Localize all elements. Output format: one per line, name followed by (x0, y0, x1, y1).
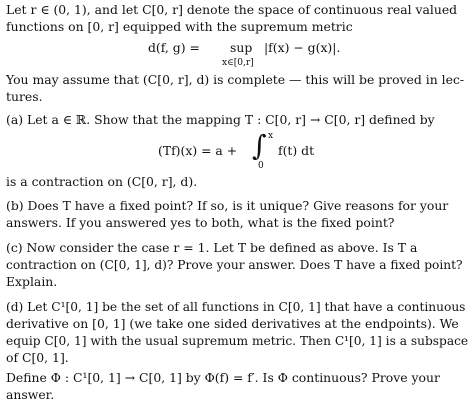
metric-lhs: d(f, g) = (148, 40, 200, 55)
metric-sup: sup (230, 40, 253, 55)
operator-lhs: (Tf)(x) = a + (158, 143, 238, 158)
integral-upper-limit: x (268, 131, 274, 141)
part-b-line-1: (b) Does T have a fixed point? If so, is it unique? Give reasons for your (6, 198, 449, 213)
part-c-line-3: Explain. (6, 274, 58, 289)
part-d-line-1: (d) Let C¹[0, 1] be the set of all functions in C[0, 1] that have a continuous (6, 300, 466, 314)
part-a-line-2: is a contraction on (C[0, r], d). (6, 174, 198, 189)
part-a-line-1: (a) Let a ∈ ℝ. Show that the mapping T : C[0, r] → C[0, r] defined by (6, 112, 435, 127)
part-c-line-2: contraction on (C[0, 1], d)? Prove your answer. Does T have a fixed point? (6, 258, 463, 272)
intro-line-2: functions on [0, r] equipped with the supremum metric (6, 19, 353, 34)
metric-sup-subscript: x∈[0,r] (222, 58, 254, 68)
intro-line-1: Let r ∈ (0, 1), and let C[0, r] denote the space of continuous real valued (6, 2, 458, 17)
metric-rhs: |f(x) − g(x)|. (264, 40, 341, 55)
integral-sign: ∫ (252, 129, 267, 162)
part-d-line-4: of C[0, 1]. (6, 350, 69, 365)
operator-rhs: f(t) dt (278, 143, 315, 158)
part-d-line-2: derivative on [0, 1] (we take one sided derivatives at the endpoints). We (6, 316, 459, 331)
intro-line-4: tures. (6, 89, 43, 104)
part-b-line-2: answers. If you answered yes to both, what is the fixed point? (6, 215, 395, 230)
part-c-line-1: (c) Now consider the case r = 1. Let T be defined as above. Is T a (6, 240, 418, 255)
part-d-line-5: Define Φ : C¹[0, 1] → C[0, 1] by Φ(f) = f′. Is Φ continuous? Prove your (6, 370, 440, 385)
part-d-line-3: equip C[0, 1] with the usual supremum metric. Then C¹[0, 1] is a subspace (6, 334, 469, 348)
intro-line-3: You may assume that (C[0, r], d) is complete — this will be proved in lec- (6, 72, 465, 87)
part-d-line-6: answer. (6, 387, 55, 402)
integral-lower-limit: 0 (258, 161, 264, 171)
